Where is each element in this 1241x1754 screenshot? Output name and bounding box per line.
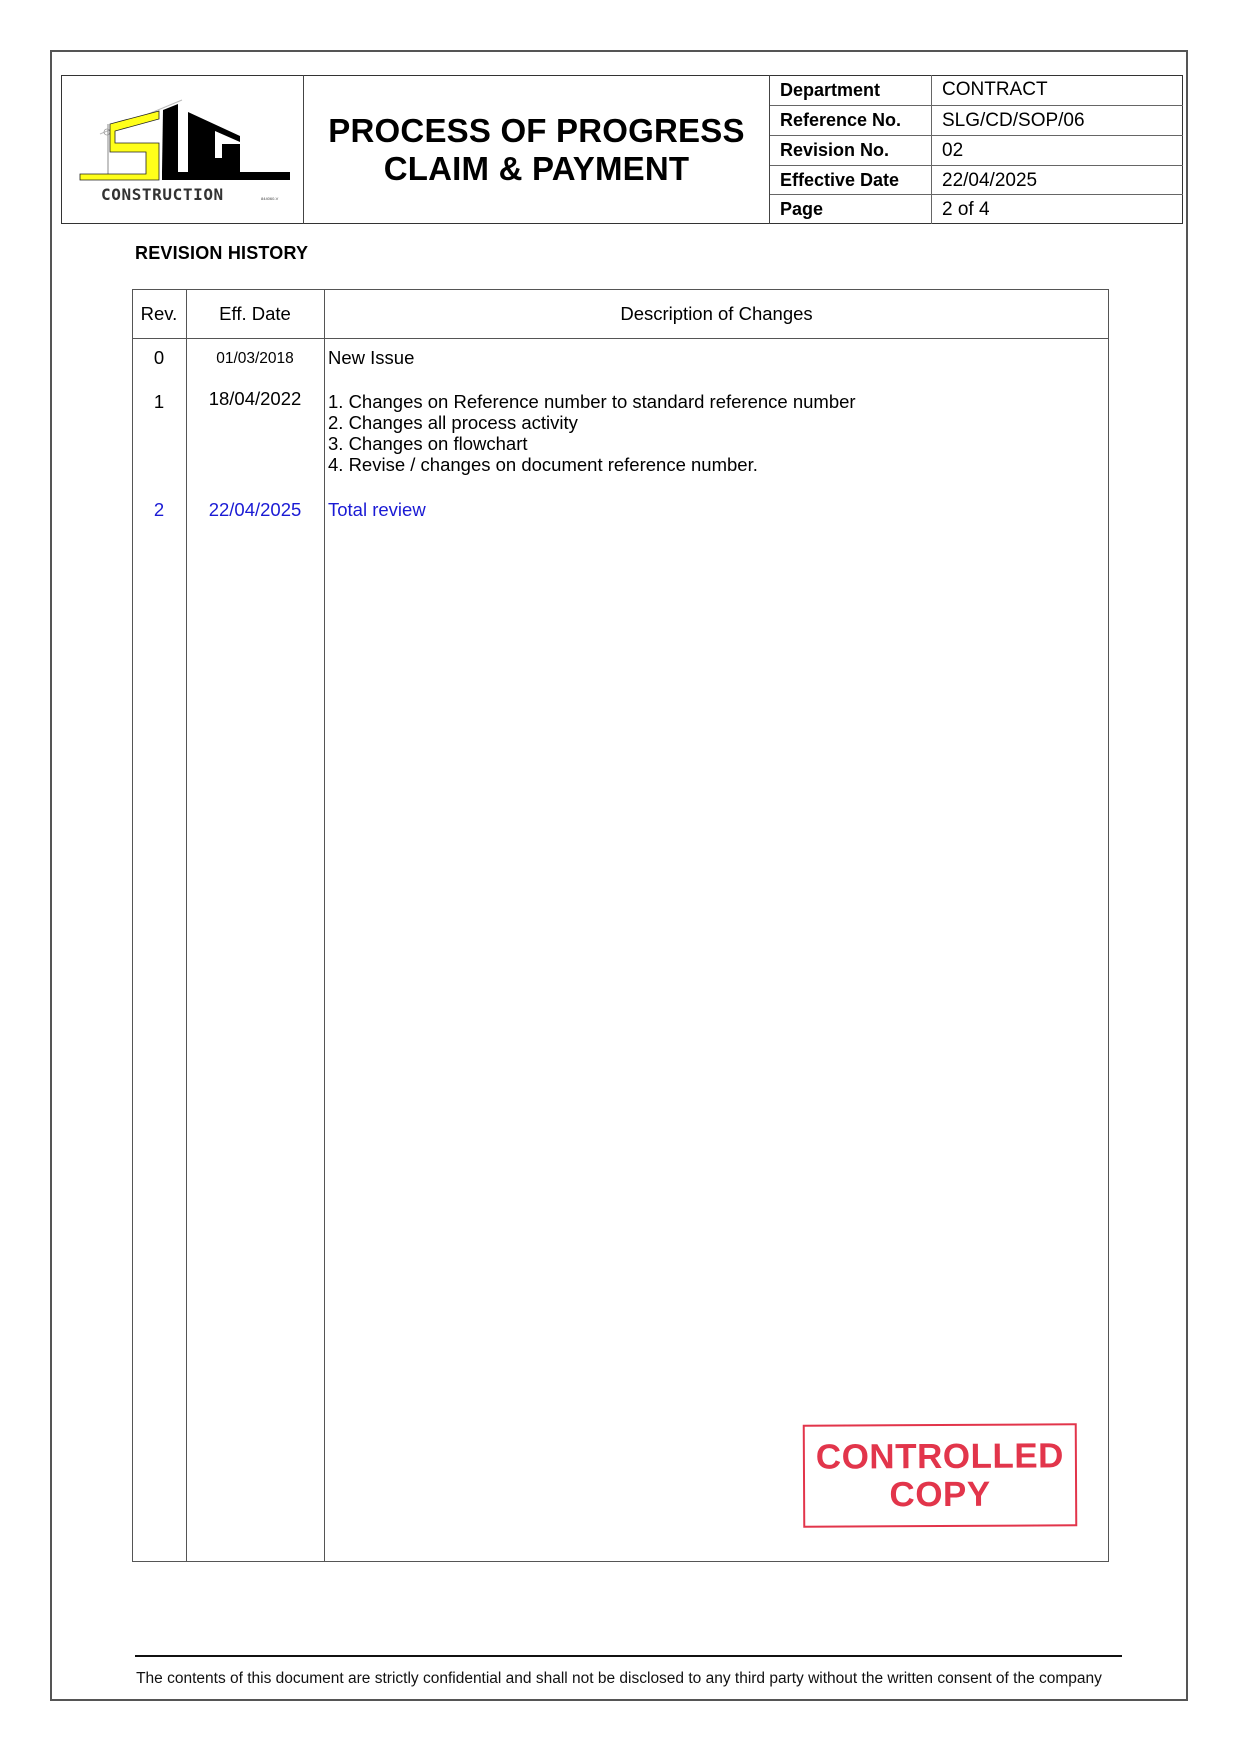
svg-text:CONSTRUCTION: CONSTRUCTION — [101, 185, 224, 204]
column-divider — [186, 289, 187, 1562]
meta-value: 22/04/2025 — [942, 169, 1038, 191]
meta-value: CONTRACT — [942, 79, 1048, 100]
title-line-1: PROCESS OF PROGRESS — [328, 111, 745, 149]
rev-description-item: 4. Revise / changes on document reference number. — [328, 454, 758, 475]
rev-date: 22/04/2025 — [208, 499, 302, 520]
column-divider — [324, 289, 325, 1562]
header-divider — [132, 338, 1109, 339]
confidentiality-notice: The contents of this document are strictly confidential and shall not be disclosed to any third party without the written consent of the company — [136, 1670, 1102, 1687]
rev-description-item: 1. Changes on Reference number to standard reference number — [328, 391, 856, 412]
stamp-line-2: COPY — [889, 1474, 991, 1514]
meta-value: SLG/CD/SOP/06 — [942, 109, 1085, 131]
meta-row-effective-date — [770, 165, 1183, 195]
rev-description: New Issue — [328, 347, 415, 368]
rev-description-item: 2. Changes all process activity — [328, 412, 578, 433]
meta-label: Revision No. — [770, 136, 932, 165]
rev-description-item: 3. Changes on flowchart — [328, 433, 528, 454]
rev-number: 2 — [153, 499, 165, 520]
column-header-eff-date: Eff. Date — [219, 303, 291, 324]
rev-description: Total review — [328, 499, 426, 520]
column-header-description: Description of Changes — [620, 303, 813, 324]
meta-row-page — [770, 194, 1183, 224]
column-header-rev: Rev. — [140, 303, 178, 324]
meta-label: Reference No. — [770, 106, 932, 135]
meta-row-revision — [770, 135, 1183, 165]
meta-label: Page — [770, 195, 932, 224]
footer-rule — [135, 1655, 1122, 1657]
controlled-copy-stamp — [803, 1423, 1078, 1527]
revision-table — [132, 289, 1109, 1562]
meta-row-reference — [770, 105, 1183, 135]
stamp-line-1: CONTROLLED — [815, 1435, 1065, 1477]
title-line-2: CLAIM & PAYMENT — [383, 149, 690, 187]
rev-number: 0 — [153, 347, 165, 368]
section-title: REVISION HISTORY — [135, 243, 309, 263]
rev-date: 01/03/2018 — [216, 350, 294, 367]
meta-row-department — [770, 75, 1183, 105]
svg-text:844060-V: 844060-V — [261, 196, 279, 201]
meta-label: Effective Date — [770, 166, 932, 195]
rev-number: 1 — [153, 391, 165, 412]
meta-value: 02 — [942, 139, 964, 161]
document-title — [304, 75, 770, 224]
rev-date: 18/04/2022 — [208, 388, 302, 409]
meta-label: Department — [770, 75, 932, 105]
slg-construction-logo — [70, 96, 295, 206]
meta-value: 2 of 4 — [942, 198, 990, 220]
